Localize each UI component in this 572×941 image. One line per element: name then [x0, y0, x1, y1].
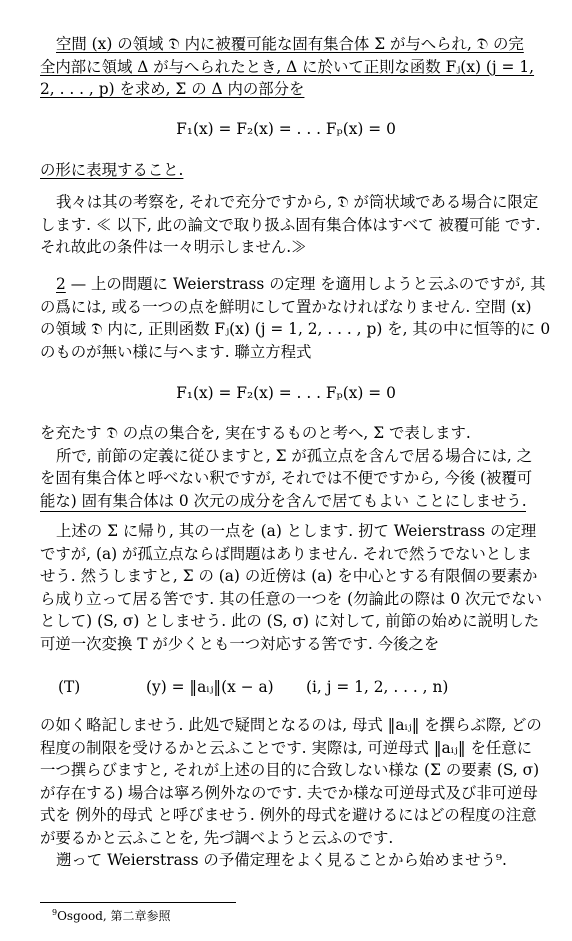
paragraph-line: 能な) 固有集合体は 0 次元の成分を含んで居てもよい ことにしませう. — [40, 491, 527, 510]
paragraph-line: 可逆一次変換 T が少くとも一つ対応する筈です. 今後之を — [40, 634, 440, 653]
equation-2: F₁(x) = F₂(x) = . . . Fₚ(x) = 0 — [176, 384, 396, 402]
section-2-first-line — [40, 273, 546, 296]
footnote-mark: 9 — [52, 908, 58, 917]
equation-3-range: (i, j = 1, 2, . . . , n) — [306, 678, 449, 696]
paragraph-line: を固有集合体と呼べない釈ですが, それでは不便ですから, 今後 (被覆可 — [40, 469, 533, 487]
after-equation-1 — [40, 159, 536, 182]
equation-1: F₁(x) = F₂(x) = . . . Fₚ(x) = 0 — [176, 120, 396, 138]
paragraph-line: ですが, (a) が孤立点ならば問題はありません. それで然うでないとしま — [40, 544, 532, 563]
paragraph-line: 所で, 前節の定義に従ひますと, Σ が孤立点を含んで居る場合には, 之 — [56, 446, 533, 465]
paragraph-line: 上述の Σ に帰り, 其の一点を (a) とします. 扨て Weierstrass の定理 — [56, 522, 537, 540]
statement-line: 全内部に領域 Δ が与へられたとき, Δ に於いて正則な函数 Fⱼ(x) (j = 1, — [40, 57, 535, 76]
paragraph-line: の領域 𝔇 内に, 正則函数 Fⱼ(x) (j = 1, 2, . . . , p) を, 其の中に恒等的に 0 — [40, 320, 551, 338]
paragraph-line: が存在する) 場合は寧ろ例外なのです. 夫でか様な可逆母式及び非可逆母 — [40, 783, 538, 802]
equation-3 — [0, 678, 572, 700]
footnote — [52, 905, 171, 924]
paragraph-line: 一つ撰らびますと, それが上述の目的に合致しない様な (Σ の要素 (S, σ) — [40, 761, 540, 779]
problem-statement — [40, 33, 536, 101]
paragraph-line: として) (S, σ) としませう. 此の (S, σ) に対して, 前節の始めに説明した — [40, 612, 540, 630]
paragraph-final — [40, 714, 542, 872]
footnote-rule — [40, 902, 236, 903]
paragraph-line: 遡って Weierstrass の予備定理をよく見ることから始めませう⁹. — [56, 851, 507, 869]
paragraph-line: の如く略記しませう. 此処で疑問となるのは, 母式 ‖aᵢⱼ‖ を撰らぶ際, どの — [40, 716, 542, 734]
paragraph-line: を充たす 𝔇 の点の集合を, 実在するものと考へ, Σ で表します. — [40, 424, 471, 442]
statement-line: 空間 (x) の領域 𝔇 内に被覆可能な固有集合体 Σ が与へられ, 𝔇 の完 — [56, 35, 524, 53]
paragraph-rule — [40, 511, 526, 512]
section-number: 2 — [56, 275, 66, 293]
paragraph-line: のものが無い様に与へます. 聯立方程式 — [40, 342, 312, 361]
equation-3-label: (T) — [58, 678, 81, 696]
paragraph-line: それ故此の条件は一々明示しません.≫ — [40, 238, 307, 256]
paragraph-line: します. ≪ 以下, 此の論文で取り扱ふ固有集合体はすべて 被覆可能 です. — [40, 215, 541, 234]
paragraph-line: の爲には, 或る一つの点を鮮明にして置かなければなりません. 空間 (x) — [40, 297, 532, 316]
statement-line: 2, . . . , p) を求め, Σ の Δ 内の部分を — [40, 80, 305, 98]
statement-end: の形に表現すること. — [40, 161, 184, 179]
paragraph-line: せう. 然うしますと, Σ の (a) の近傍は (a) を中心とする有限個の要素か — [40, 567, 538, 585]
equation-3-formula: (y) = ‖aᵢⱼ‖(x − a) — [146, 678, 274, 696]
paragraph-line: 程度の制限を受けるかと云ふことです. 実際は, 可逆母式 ‖aᵢⱼ‖ を任意に — [40, 738, 533, 757]
paragraph-line: が要るかと云ふことを, 先づ調べようと云ふのです. — [40, 828, 394, 847]
footnote-text: Osgood, 第二章参照 — [57, 909, 171, 923]
paragraph-line: ら成り立って居る筈です. 其の任意の一つを (勿論此の際は 0 次元でない — [40, 589, 542, 608]
paragraph-line: 我々は其の考察を, それで充分ですから, 𝔇 が筒状域である場合に限定 — [56, 193, 539, 211]
paragraph-line: 式を 例外的母式 と呼びませう. 例外的母式を避けるにはどの程度の注意 — [40, 806, 537, 824]
paragraph-set — [40, 422, 536, 512]
paragraph-assumption — [40, 191, 541, 259]
paragraph-line: — 上の問題に Weierstrass の定理 を適用しようと云ふのですが, 其 — [70, 275, 546, 293]
section-2 — [40, 273, 551, 363]
paragraph-return — [40, 520, 542, 655]
